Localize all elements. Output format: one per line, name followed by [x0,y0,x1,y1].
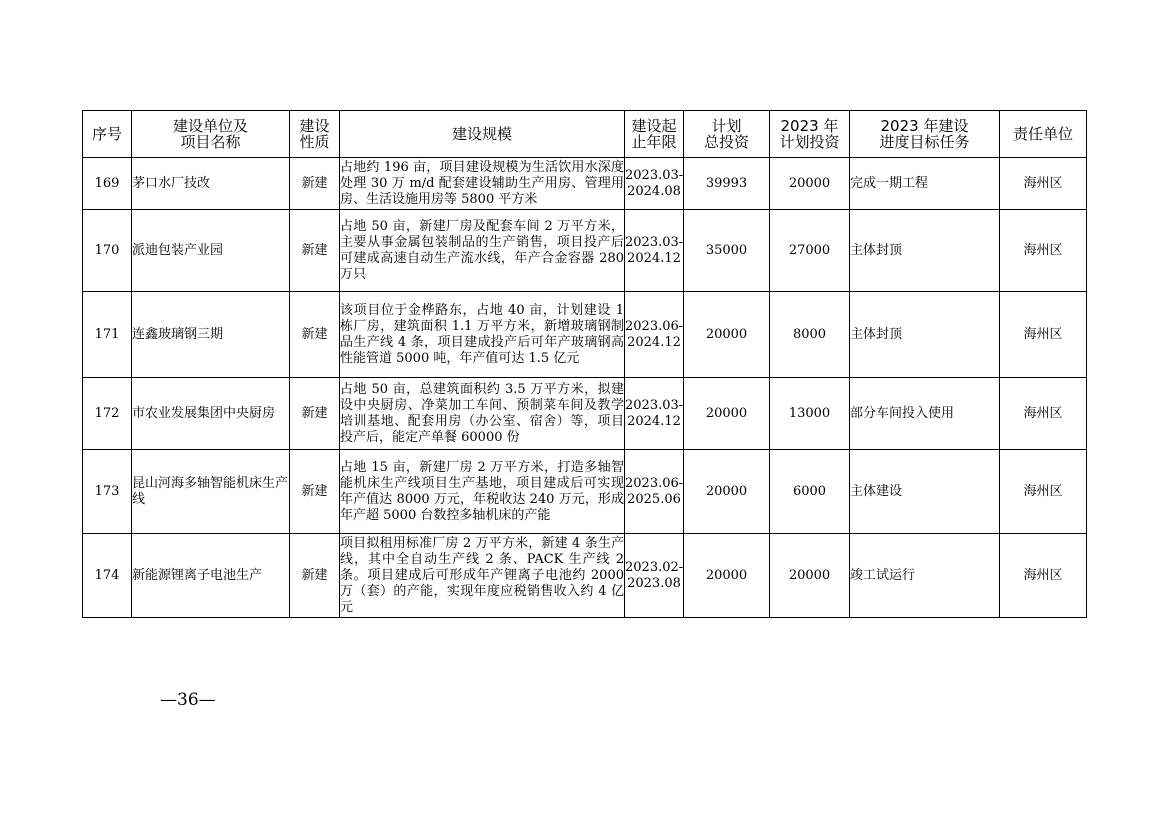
header-nature: 建设 性质 [290,111,340,158]
cell-seq: 171 [83,292,132,378]
cell-scale: 占地 15 亩，新建厂房 2 万平方米，打造多轴智能机床生产线项目生产基地，项目建成后可实现年产值达 8000 万元，年税收达 240 万元，形成年产超 5000 台数控多轴机床的产能 [340,450,625,534]
cell-seq: 169 [83,158,132,210]
cell-nature: 新建 [290,378,340,450]
cell-period: 2023.06- 2024.12 [625,292,684,378]
cell-plan2023: 20000 [770,534,850,618]
cell-goal: 竣工试运行 [850,534,1000,618]
cell-seq: 174 [83,534,132,618]
header-plan2023: 2023 年 计划投资 [770,111,850,158]
cell-unit: 海州区 [1000,534,1087,618]
cell-nature: 新建 [290,292,340,378]
table-row [83,158,1087,210]
table-row [83,450,1087,534]
cell-plan2023: 20000 [770,158,850,210]
cell-name: 连鑫玻璃钢三期 [132,292,290,378]
header-seq: 序号 [83,111,132,158]
cell-scale: 占地 50 亩，新建厂房及配套车间 2 万平方米，主要从事金属包装制品的生产销售，项目投产后可建成高速自动生产流水线，年产合金容器 280 万只 [340,210,625,292]
cell-total: 20000 [684,292,770,378]
cell-scale: 占地 50 亩，总建筑面积约 3.5 万平方米，拟建设中央厨房、净菜加工车间、预制菜车间及教学培训基地、配套用房（办公室、宿舍）等，项目投产后，能定产单餐 60000 份 [340,378,625,450]
table-row [83,292,1087,378]
header-period: 建设起 止年限 [625,111,684,158]
projects-table [82,110,1087,618]
cell-period: 2023.03- 2024.08 [625,158,684,210]
cell-unit: 海州区 [1000,158,1087,210]
table-row [83,378,1087,450]
cell-nature: 新建 [290,534,340,618]
cell-scale: 项目拟租用标准厂房 2 万平方米，新建 4 条生产线，其中全自动生产线 2 条、PACK 生产线 2 条。项目建成后可形成年产锂离子电池约 2000 万（套）的产能，实现年度应税销售收入约 4 亿元 [340,534,625,618]
page-number: —36— [160,690,216,710]
header-total: 计划 总投资 [684,111,770,158]
cell-unit: 海州区 [1000,292,1087,378]
cell-plan2023: 8000 [770,292,850,378]
cell-nature: 新建 [290,450,340,534]
cell-plan2023: 27000 [770,210,850,292]
cell-unit: 海州区 [1000,450,1087,534]
cell-period: 2023.03- 2024.12 [625,378,684,450]
cell-unit: 海州区 [1000,210,1087,292]
cell-nature: 新建 [290,210,340,292]
header-unit: 责任单位 [1000,111,1087,158]
cell-goal: 主体建设 [850,450,1000,534]
cell-scale: 该项目位于金桦路东，占地 40 亩，计划建设 1 栋厂房，建筑面积 1.1 万平方米，新增玻璃钢制品生产线 4 条，项目建成投产后可年产玻璃钢高性能管道 5000 吨，年产值可达 1.5 亿元 [340,292,625,378]
cell-total: 20000 [684,378,770,450]
cell-name: 市农业发展集团中央厨房 [132,378,290,450]
cell-period: 2023.06- 2025.06 [625,450,684,534]
table-row [83,534,1087,618]
cell-seq: 172 [83,378,132,450]
cell-total: 20000 [684,450,770,534]
cell-unit: 海州区 [1000,378,1087,450]
cell-name: 昆山河海多轴智能机床生产线 [132,450,290,534]
table-row [83,210,1087,292]
cell-goal: 完成一期工程 [850,158,1000,210]
cell-total: 35000 [684,210,770,292]
header-row [83,111,1087,158]
cell-goal: 主体封顶 [850,210,1000,292]
cell-total: 20000 [684,534,770,618]
header-goal2023: 2023 年建设 进度目标任务 [850,111,1000,158]
cell-name: 派迪包装产业园 [132,210,290,292]
cell-total: 39993 [684,158,770,210]
header-name: 建设单位及 项目名称 [132,111,290,158]
cell-plan2023: 13000 [770,378,850,450]
cell-seq: 170 [83,210,132,292]
cell-goal: 部分车间投入使用 [850,378,1000,450]
cell-period: 2023.03- 2024.12 [625,210,684,292]
header-scale: 建设规模 [340,111,625,158]
cell-seq: 173 [83,450,132,534]
cell-scale: 占地约 196 亩，项目建设规模为生活饮用水深度处理 30 万 m/d 配套建设辅助生产用房、管理用房、生活设施用房等 5800 平方米 [340,158,625,210]
cell-name: 茅口水厂技改 [132,158,290,210]
cell-nature: 新建 [290,158,340,210]
cell-plan2023: 6000 [770,450,850,534]
cell-name: 新能源锂离子电池生产 [132,534,290,618]
cell-goal: 主体封顶 [850,292,1000,378]
cell-period: 2023.02- 2023.08 [625,534,684,618]
